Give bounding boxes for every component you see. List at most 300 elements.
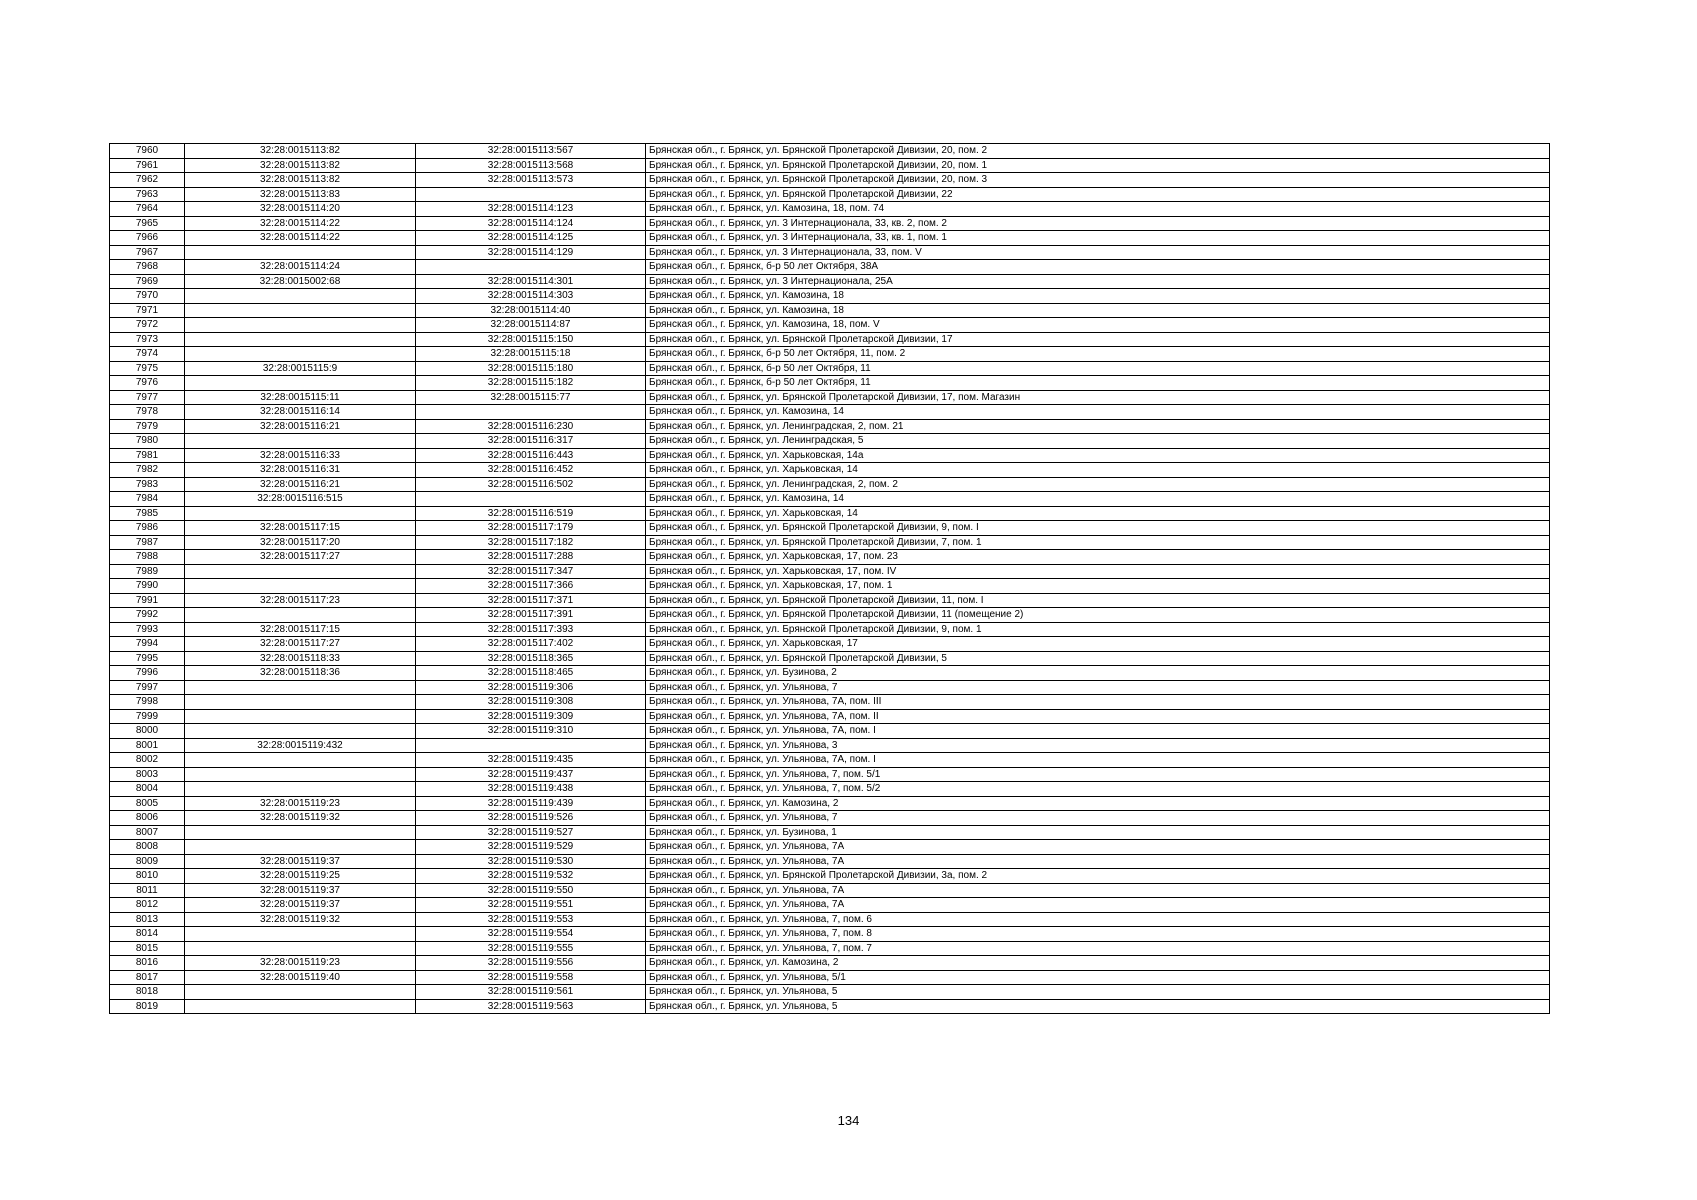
table-row [110, 405, 1550, 420]
parcel-cadastral-number-cell [185, 506, 416, 521]
parcel-cadastral-number-cell: 32:28:0015119:37 [185, 898, 416, 913]
table-row [110, 274, 1550, 289]
object-cadastral-number-cell: 32:28:0015115:18 [416, 347, 646, 362]
object-cadastral-number-cell: 32:28:0015113:568 [416, 158, 646, 173]
table-row [110, 260, 1550, 275]
table-row [110, 492, 1550, 507]
row-number-cell: 7966 [110, 231, 185, 246]
object-cadastral-number-cell: 32:28:0015117:393 [416, 622, 646, 637]
object-cadastral-number-cell: 32:28:0015117:347 [416, 564, 646, 579]
table-row [110, 231, 1550, 246]
table-row [110, 883, 1550, 898]
row-number-cell: 7974 [110, 347, 185, 362]
table-row [110, 898, 1550, 913]
object-cadastral-number-cell: 32:28:0015119:529 [416, 840, 646, 855]
parcel-cadastral-number-cell [185, 318, 416, 333]
row-number-cell: 7962 [110, 173, 185, 188]
row-number-cell: 7990 [110, 579, 185, 594]
object-cadastral-number-cell: 32:28:0015119:526 [416, 811, 646, 826]
address-cell: Брянская обл., г. Брянск, ул. Ульянова, 7, пом. 7 [646, 941, 1550, 956]
address-cell: Брянская обл., г. Брянск, ул. Брянской Пролетарской Дивизии, 17 [646, 332, 1550, 347]
table-row [110, 608, 1550, 623]
row-number-cell: 8007 [110, 825, 185, 840]
object-cadastral-number-cell: 32:28:0015116:317 [416, 434, 646, 449]
row-number-cell: 8010 [110, 869, 185, 884]
row-number-cell: 8016 [110, 956, 185, 971]
parcel-cadastral-number-cell [185, 782, 416, 797]
address-cell: Брянская обл., г. Брянск, ул. Ленинградская, 2, пом. 21 [646, 419, 1550, 434]
table-row [110, 187, 1550, 202]
parcel-cadastral-number-cell: 32:28:0015117:15 [185, 622, 416, 637]
object-cadastral-number-cell: 32:28:0015118:365 [416, 651, 646, 666]
row-number-cell: 7963 [110, 187, 185, 202]
parcel-cadastral-number-cell: 32:28:0015116:21 [185, 477, 416, 492]
address-cell: Брянская обл., г. Брянск, ул. 3 Интернационала, 33, кв. 1, пом. 1 [646, 231, 1550, 246]
table-row [110, 579, 1550, 594]
row-number-cell: 8015 [110, 941, 185, 956]
parcel-cadastral-number-cell [185, 434, 416, 449]
address-cell: Брянская обл., г. Брянск, б-р 50 лет Октября, 11, пом. 2 [646, 347, 1550, 362]
object-cadastral-number-cell: 32:28:0015116:452 [416, 463, 646, 478]
parcel-cadastral-number-cell [185, 840, 416, 855]
row-number-cell: 8017 [110, 970, 185, 985]
object-cadastral-number-cell: 32:28:0015116:519 [416, 506, 646, 521]
parcel-cadastral-number-cell: 32:28:0015115:11 [185, 390, 416, 405]
object-cadastral-number-cell: 32:28:0015119:310 [416, 724, 646, 739]
table-row [110, 564, 1550, 579]
row-number-cell: 7964 [110, 202, 185, 217]
address-cell: Брянская обл., г. Брянск, ул. Брянской Пролетарской Дивизии, 3а, пом. 2 [646, 869, 1550, 884]
table-row [110, 956, 1550, 971]
table-row [110, 318, 1550, 333]
table-row [110, 927, 1550, 942]
parcel-cadastral-number-cell [185, 767, 416, 782]
table-row [110, 390, 1550, 405]
parcel-cadastral-number-cell [185, 999, 416, 1014]
object-cadastral-number-cell: 32:28:0015115:182 [416, 376, 646, 391]
address-cell: Брянская обл., г. Брянск, ул. Брянской Пролетарской Дивизии, 7, пом. 1 [646, 535, 1550, 550]
object-cadastral-number-cell: 32:28:0015119:551 [416, 898, 646, 913]
table-row [110, 376, 1550, 391]
object-cadastral-number-cell: 32:28:0015114:125 [416, 231, 646, 246]
object-cadastral-number-cell: 32:28:0015119:556 [416, 956, 646, 971]
address-cell: Брянская обл., г. Брянск, б-р 50 лет Октября, 11 [646, 361, 1550, 376]
row-number-cell: 7977 [110, 390, 185, 405]
address-cell: Брянская обл., г. Брянск, ул. Ульянова, 7А [646, 840, 1550, 855]
row-number-cell: 7973 [110, 332, 185, 347]
row-number-cell: 7971 [110, 303, 185, 318]
row-number-cell: 8001 [110, 738, 185, 753]
object-cadastral-number-cell: 32:28:0015119:309 [416, 709, 646, 724]
parcel-cadastral-number-cell: 32:28:0015002:68 [185, 274, 416, 289]
object-cadastral-number-cell: 32:28:0015116:502 [416, 477, 646, 492]
object-cadastral-number-cell: 32:28:0015119:530 [416, 854, 646, 869]
row-number-cell: 7984 [110, 492, 185, 507]
object-cadastral-number-cell: 32:28:0015119:563 [416, 999, 646, 1014]
address-cell: Брянская обл., г. Брянск, ул. Харьковская, 17 [646, 637, 1550, 652]
address-cell: Брянская обл., г. Брянск, ул. Брянской Пролетарской Дивизии, 20, пом. 2 [646, 144, 1550, 159]
table-row [110, 811, 1550, 826]
row-number-cell: 7983 [110, 477, 185, 492]
address-cell: Брянская обл., г. Брянск, ул. Брянской Пролетарской Дивизии, 20, пом. 1 [646, 158, 1550, 173]
parcel-cadastral-number-cell: 32:28:0015113:83 [185, 187, 416, 202]
row-number-cell: 8009 [110, 854, 185, 869]
parcel-cadastral-number-cell [185, 376, 416, 391]
parcel-cadastral-number-cell [185, 709, 416, 724]
parcel-cadastral-number-cell: 32:28:0015114:22 [185, 216, 416, 231]
address-cell: Брянская обл., г. Брянск, ул. Ульянова, 7А [646, 883, 1550, 898]
parcel-cadastral-number-cell [185, 608, 416, 623]
row-number-cell: 7995 [110, 651, 185, 666]
table-row [110, 158, 1550, 173]
object-cadastral-number-cell: 32:28:0015119:550 [416, 883, 646, 898]
table-row [110, 767, 1550, 782]
table-row [110, 245, 1550, 260]
object-cadastral-number-cell [416, 260, 646, 275]
object-cadastral-number-cell: 32:28:0015119:554 [416, 927, 646, 942]
address-cell: Брянская обл., г. Брянск, ул. Ульянова, 5/1 [646, 970, 1550, 985]
object-cadastral-number-cell [416, 405, 646, 420]
row-number-cell: 7988 [110, 550, 185, 565]
object-cadastral-number-cell: 32:28:0015119:527 [416, 825, 646, 840]
table-row [110, 854, 1550, 869]
address-cell: Брянская обл., г. Брянск, ул. Бузинова, 2 [646, 666, 1550, 681]
row-number-cell: 7994 [110, 637, 185, 652]
parcel-cadastral-number-cell [185, 289, 416, 304]
table-row [110, 622, 1550, 637]
row-number-cell: 7978 [110, 405, 185, 420]
table-row [110, 941, 1550, 956]
object-cadastral-number-cell: 32:28:0015116:230 [416, 419, 646, 434]
object-cadastral-number-cell: 32:28:0015117:288 [416, 550, 646, 565]
table-row [110, 709, 1550, 724]
object-cadastral-number-cell: 32:28:0015115:77 [416, 390, 646, 405]
address-cell: Брянская обл., г. Брянск, ул. Харьковская, 17, пом. 23 [646, 550, 1550, 565]
parcel-cadastral-number-cell: 32:28:0015113:82 [185, 158, 416, 173]
object-cadastral-number-cell: 32:28:0015114:301 [416, 274, 646, 289]
parcel-cadastral-number-cell [185, 695, 416, 710]
address-cell: Брянская обл., г. Брянск, ул. Ульянова, 7, пом. 5/2 [646, 782, 1550, 797]
parcel-cadastral-number-cell: 32:28:0015119:32 [185, 811, 416, 826]
row-number-cell: 7991 [110, 593, 185, 608]
object-cadastral-number-cell [416, 492, 646, 507]
row-number-cell: 8003 [110, 767, 185, 782]
address-cell: Брянская обл., г. Брянск, ул. Ульянова, 7, пом. 5/1 [646, 767, 1550, 782]
parcel-cadastral-number-cell: 32:28:0015113:82 [185, 144, 416, 159]
parcel-cadastral-number-cell: 32:28:0015119:23 [185, 796, 416, 811]
object-cadastral-number-cell: 32:28:0015119:561 [416, 985, 646, 1000]
registry-table-body [110, 144, 1550, 1014]
parcel-cadastral-number-cell: 32:28:0015114:20 [185, 202, 416, 217]
parcel-cadastral-number-cell [185, 564, 416, 579]
object-cadastral-number-cell: 32:28:0015119:439 [416, 796, 646, 811]
table-row [110, 695, 1550, 710]
address-cell: Брянская обл., г. Брянск, ул. Ульянова, 7, пом. 8 [646, 927, 1550, 942]
row-number-cell: 7970 [110, 289, 185, 304]
row-number-cell: 7981 [110, 448, 185, 463]
address-cell: Брянская обл., г. Брянск, ул. Брянской Пролетарской Дивизии, 11 (помещение 2) [646, 608, 1550, 623]
parcel-cadastral-number-cell: 32:28:0015119:40 [185, 970, 416, 985]
row-number-cell: 7975 [110, 361, 185, 376]
object-cadastral-number-cell: 32:28:0015119:438 [416, 782, 646, 797]
row-number-cell: 7967 [110, 245, 185, 260]
row-number-cell: 7960 [110, 144, 185, 159]
table-row [110, 970, 1550, 985]
address-cell: Брянская обл., г. Брянск, ул. Ульянова, 7, пом. 6 [646, 912, 1550, 927]
object-cadastral-number-cell: 32:28:0015114:123 [416, 202, 646, 217]
address-cell: Брянская обл., г. Брянск, ул. Брянской Пролетарской Дивизии, 20, пом. 3 [646, 173, 1550, 188]
address-cell: Брянская обл., г. Брянск, ул. Камозина, 18, пом. 74 [646, 202, 1550, 217]
object-cadastral-number-cell: 32:28:0015119:435 [416, 753, 646, 768]
address-cell: Брянская обл., г. Брянск, ул. Ульянова, 7А, пом. I [646, 753, 1550, 768]
table-row [110, 738, 1550, 753]
table-row [110, 289, 1550, 304]
row-number-cell: 7996 [110, 666, 185, 681]
row-number-cell: 8005 [110, 796, 185, 811]
object-cadastral-number-cell: 32:28:0015116:443 [416, 448, 646, 463]
table-row [110, 637, 1550, 652]
address-cell: Брянская обл., г. Брянск, ул. Камозина, 18 [646, 303, 1550, 318]
row-number-cell: 7998 [110, 695, 185, 710]
address-cell: Брянская обл., г. Брянск, ул. 3 Интернационала, 33, кв. 2, пом. 2 [646, 216, 1550, 231]
parcel-cadastral-number-cell [185, 245, 416, 260]
row-number-cell: 7987 [110, 535, 185, 550]
object-cadastral-number-cell: 32:28:0015119:437 [416, 767, 646, 782]
address-cell: Брянская обл., г. Брянск, ул. Камозина, 2 [646, 796, 1550, 811]
table-row [110, 782, 1550, 797]
table-row [110, 825, 1550, 840]
address-cell: Брянская обл., г. Брянск, ул. 3 Интернационала, 33, пом. V [646, 245, 1550, 260]
row-number-cell: 7979 [110, 419, 185, 434]
parcel-cadastral-number-cell: 32:28:0015113:82 [185, 173, 416, 188]
row-number-cell: 8012 [110, 898, 185, 913]
parcel-cadastral-number-cell: 32:28:0015117:27 [185, 550, 416, 565]
row-number-cell: 7965 [110, 216, 185, 231]
table-row [110, 477, 1550, 492]
row-number-cell: 8011 [110, 883, 185, 898]
address-cell: Брянская обл., г. Брянск, ул. Камозина, 18 [646, 289, 1550, 304]
address-cell: Брянская обл., г. Брянск, ул. Камозина, 14 [646, 405, 1550, 420]
table-row [110, 332, 1550, 347]
page-number: 134 [837, 1113, 860, 1128]
row-number-cell: 7986 [110, 521, 185, 536]
row-number-cell: 8004 [110, 782, 185, 797]
table-row [110, 550, 1550, 565]
parcel-cadastral-number-cell: 32:28:0015117:20 [185, 535, 416, 550]
parcel-cadastral-number-cell: 32:28:0015116:515 [185, 492, 416, 507]
object-cadastral-number-cell: 32:28:0015119:532 [416, 869, 646, 884]
table-row [110, 796, 1550, 811]
parcel-cadastral-number-cell: 32:28:0015116:31 [185, 463, 416, 478]
parcel-cadastral-number-cell: 32:28:0015119:25 [185, 869, 416, 884]
object-cadastral-number-cell [416, 187, 646, 202]
parcel-cadastral-number-cell: 32:28:0015116:14 [185, 405, 416, 420]
address-cell: Брянская обл., г. Брянск, ул. Брянской Пролетарской Дивизии, 17, пом. Магазин [646, 390, 1550, 405]
address-cell: Брянская обл., г. Брянск, ул. Ульянова, 5 [646, 999, 1550, 1014]
row-number-cell: 8006 [110, 811, 185, 826]
address-cell: Брянская обл., г. Брянск, ул. Ульянова, 7А [646, 854, 1550, 869]
address-cell: Брянская обл., г. Брянск, б-р 50 лет Октября, 38А [646, 260, 1550, 275]
row-number-cell: 7999 [110, 709, 185, 724]
table-row [110, 753, 1550, 768]
address-cell: Брянская обл., г. Брянск, ул. Ульянова, 3 [646, 738, 1550, 753]
object-cadastral-number-cell [416, 738, 646, 753]
parcel-cadastral-number-cell: 32:28:0015118:36 [185, 666, 416, 681]
address-cell: Брянская обл., г. Брянск, б-р 50 лет Октября, 11 [646, 376, 1550, 391]
table-row [110, 434, 1550, 449]
address-cell: Брянская обл., г. Брянск, ул. Харьковская, 17, пом. IV [646, 564, 1550, 579]
address-cell: Брянская обл., г. Брянск, ул. Харьковская, 14а [646, 448, 1550, 463]
address-cell: Брянская обл., г. Брянск, ул. Камозина, 2 [646, 956, 1550, 971]
table-row [110, 999, 1550, 1014]
table-row [110, 593, 1550, 608]
object-cadastral-number-cell: 32:28:0015115:150 [416, 332, 646, 347]
parcel-cadastral-number-cell: 32:28:0015116:21 [185, 419, 416, 434]
object-cadastral-number-cell: 32:28:0015113:573 [416, 173, 646, 188]
parcel-cadastral-number-cell [185, 579, 416, 594]
address-cell: Брянская обл., г. Брянск, ул. Ульянова, 7 [646, 680, 1550, 695]
row-number-cell: 7969 [110, 274, 185, 289]
table-row [110, 347, 1550, 362]
table-row [110, 680, 1550, 695]
parcel-cadastral-number-cell: 32:28:0015114:22 [185, 231, 416, 246]
address-cell: Брянская обл., г. Брянск, ул. Брянской Пролетарской Дивизии, 11, пом. I [646, 593, 1550, 608]
table-row [110, 506, 1550, 521]
object-cadastral-number-cell: 32:28:0015117:402 [416, 637, 646, 652]
row-number-cell: 7997 [110, 680, 185, 695]
object-cadastral-number-cell: 32:28:0015114:124 [416, 216, 646, 231]
row-number-cell: 7985 [110, 506, 185, 521]
parcel-cadastral-number-cell [185, 941, 416, 956]
object-cadastral-number-cell: 32:28:0015119:553 [416, 912, 646, 927]
address-cell: Брянская обл., г. Брянск, ул. Харьковская, 14 [646, 463, 1550, 478]
table-row [110, 840, 1550, 855]
address-cell: Брянская обл., г. Брянск, ул. Ульянова, 5 [646, 985, 1550, 1000]
parcel-cadastral-number-cell: 32:28:0015119:32 [185, 912, 416, 927]
address-cell: Брянская обл., г. Брянск, ул. Камозина, 14 [646, 492, 1550, 507]
parcel-cadastral-number-cell [185, 332, 416, 347]
address-cell: Брянская обл., г. Брянск, ул. Ульянова, 7А, пом. II [646, 709, 1550, 724]
table-row [110, 361, 1550, 376]
address-cell: Брянская обл., г. Брянск, ул. Бузинова, 1 [646, 825, 1550, 840]
row-number-cell: 8014 [110, 927, 185, 942]
row-number-cell: 8018 [110, 985, 185, 1000]
row-number-cell: 7993 [110, 622, 185, 637]
parcel-cadastral-number-cell: 32:28:0015115:9 [185, 361, 416, 376]
parcel-cadastral-number-cell [185, 680, 416, 695]
parcel-cadastral-number-cell: 32:28:0015116:33 [185, 448, 416, 463]
address-cell: Брянская обл., г. Брянск, ул. Ульянова, 7А, пом. I [646, 724, 1550, 739]
row-number-cell: 8008 [110, 840, 185, 855]
object-cadastral-number-cell: 32:28:0015113:567 [416, 144, 646, 159]
address-cell: Брянская обл., г. Брянск, ул. Ульянова, 7 [646, 811, 1550, 826]
address-cell: Брянская обл., г. Брянск, ул. Ленинградская, 2, пом. 2 [646, 477, 1550, 492]
address-cell: Брянская обл., г. Брянск, ул. Ульянова, 7А, пом. III [646, 695, 1550, 710]
parcel-cadastral-number-cell [185, 985, 416, 1000]
parcel-cadastral-number-cell [185, 303, 416, 318]
address-cell: Брянская обл., г. Брянск, ул. Харьковская, 14 [646, 506, 1550, 521]
object-cadastral-number-cell: 32:28:0015115:180 [416, 361, 646, 376]
table-row [110, 521, 1550, 536]
address-cell: Брянская обл., г. Брянск, ул. Брянской Пролетарской Дивизии, 9, пом. I [646, 521, 1550, 536]
object-cadastral-number-cell: 32:28:0015119:558 [416, 970, 646, 985]
object-cadastral-number-cell: 32:28:0015114:303 [416, 289, 646, 304]
parcel-cadastral-number-cell [185, 825, 416, 840]
object-cadastral-number-cell: 32:28:0015119:308 [416, 695, 646, 710]
table-row [110, 651, 1550, 666]
object-cadastral-number-cell: 32:28:0015119:306 [416, 680, 646, 695]
parcel-cadastral-number-cell: 32:28:0015119:23 [185, 956, 416, 971]
table-row [110, 303, 1550, 318]
row-number-cell: 7968 [110, 260, 185, 275]
address-cell: Брянская обл., г. Брянск, ул. Брянской Пролетарской Дивизии, 9, пом. 1 [646, 622, 1550, 637]
table-row [110, 666, 1550, 681]
row-number-cell: 7976 [110, 376, 185, 391]
parcel-cadastral-number-cell: 32:28:0015114:24 [185, 260, 416, 275]
object-cadastral-number-cell: 32:28:0015114:40 [416, 303, 646, 318]
table-row [110, 419, 1550, 434]
row-number-cell: 7980 [110, 434, 185, 449]
table-row [110, 912, 1550, 927]
parcel-cadastral-number-cell: 32:28:0015117:15 [185, 521, 416, 536]
row-number-cell: 8019 [110, 999, 185, 1014]
parcel-cadastral-number-cell: 32:28:0015119:37 [185, 883, 416, 898]
parcel-cadastral-number-cell [185, 724, 416, 739]
address-cell: Брянская обл., г. Брянск, ул. Камозина, 18, пом. V [646, 318, 1550, 333]
table-row [110, 202, 1550, 217]
table-row [110, 463, 1550, 478]
parcel-cadastral-number-cell: 32:28:0015119:432 [185, 738, 416, 753]
address-cell: Брянская обл., г. Брянск, ул. Брянской Пролетарской Дивизии, 22 [646, 187, 1550, 202]
parcel-cadastral-number-cell: 32:28:0015118:33 [185, 651, 416, 666]
table-row [110, 869, 1550, 884]
parcel-cadastral-number-cell [185, 927, 416, 942]
object-cadastral-number-cell: 32:28:0015117:182 [416, 535, 646, 550]
table-row [110, 216, 1550, 231]
address-cell: Брянская обл., г. Брянск, ул. Брянской Пролетарской Дивизии, 5 [646, 651, 1550, 666]
row-number-cell: 8000 [110, 724, 185, 739]
row-number-cell: 7961 [110, 158, 185, 173]
table-row [110, 535, 1550, 550]
row-number-cell: 8013 [110, 912, 185, 927]
object-cadastral-number-cell: 32:28:0015118:465 [416, 666, 646, 681]
parcel-cadastral-number-cell: 32:28:0015117:23 [185, 593, 416, 608]
table-row [110, 173, 1550, 188]
row-number-cell: 7989 [110, 564, 185, 579]
address-cell: Брянская обл., г. Брянск, ул. Харьковская, 17, пом. 1 [646, 579, 1550, 594]
address-cell: Брянская обл., г. Брянск, ул. 3 Интернационала, 25А [646, 274, 1550, 289]
object-cadastral-number-cell: 32:28:0015117:391 [416, 608, 646, 623]
object-cadastral-number-cell: 32:28:0015117:179 [416, 521, 646, 536]
address-cell: Брянская обл., г. Брянск, ул. Ульянова, 7А [646, 898, 1550, 913]
row-number-cell: 7982 [110, 463, 185, 478]
object-cadastral-number-cell: 32:28:0015114:87 [416, 318, 646, 333]
parcel-cadastral-number-cell [185, 753, 416, 768]
parcel-cadastral-number-cell [185, 347, 416, 362]
registry-table [109, 143, 1550, 1014]
table-row [110, 448, 1550, 463]
address-cell: Брянская обл., г. Брянск, ул. Ленинградская, 5 [646, 434, 1550, 449]
object-cadastral-number-cell: 32:28:0015114:129 [416, 245, 646, 260]
table-row [110, 724, 1550, 739]
table-row [110, 985, 1550, 1000]
parcel-cadastral-number-cell: 32:28:0015119:37 [185, 854, 416, 869]
object-cadastral-number-cell: 32:28:0015117:371 [416, 593, 646, 608]
row-number-cell: 7972 [110, 318, 185, 333]
parcel-cadastral-number-cell: 32:28:0015117:27 [185, 637, 416, 652]
row-number-cell: 8002 [110, 753, 185, 768]
object-cadastral-number-cell: 32:28:0015119:555 [416, 941, 646, 956]
